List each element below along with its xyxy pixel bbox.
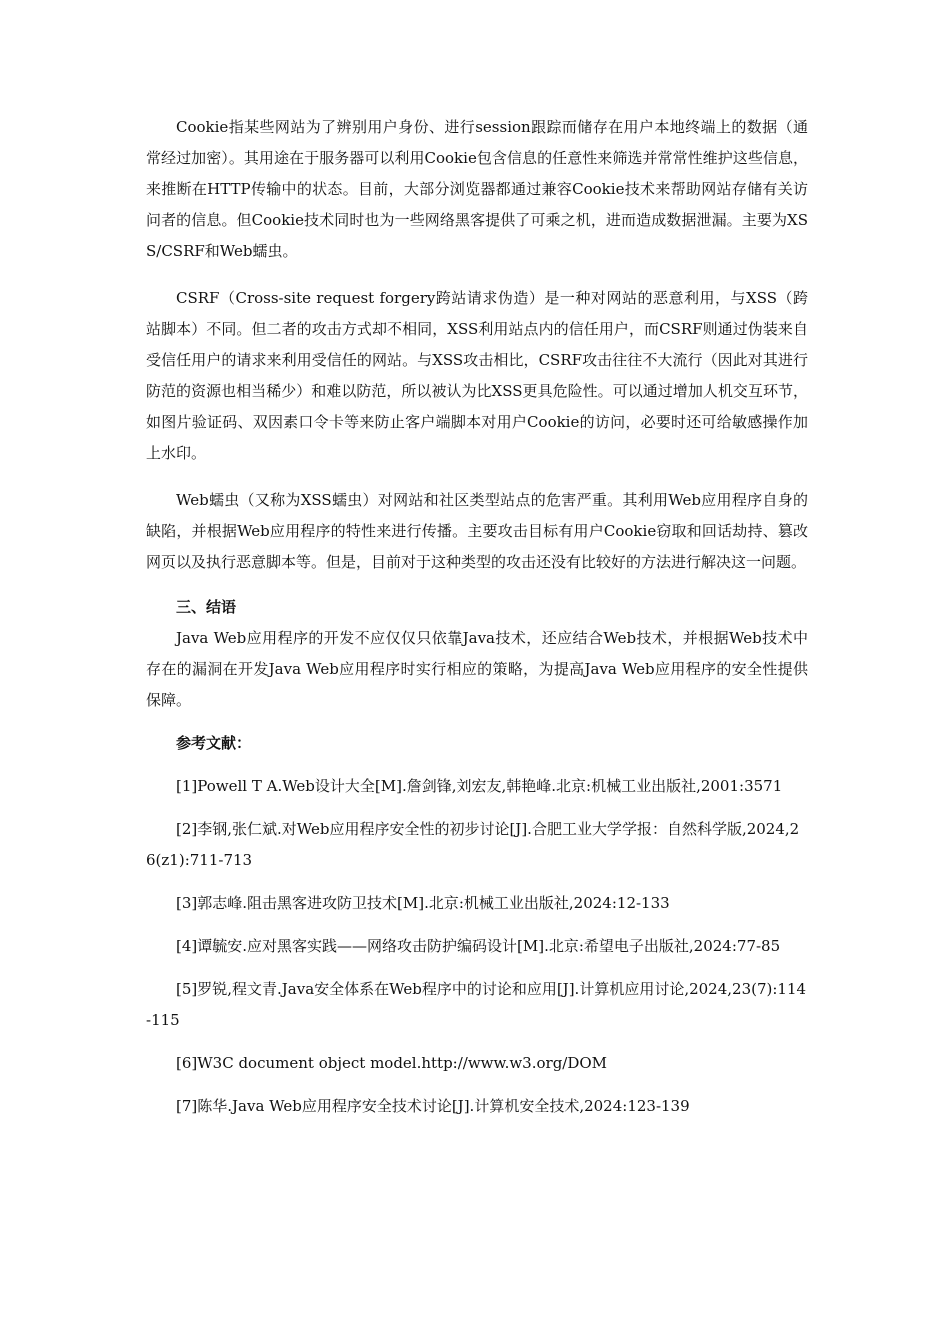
reference-item: [7]陈华.Java Web应用程序安全技术讨论[J].计算机安全技术,2024:123-139 [176, 1097, 690, 1115]
document-page [146, 112, 808, 1122]
reference-item: [6]W3C document object model.http://www.w3.org/DOM [176, 1054, 608, 1072]
reference-item: [4]谭毓安.应对黑客实践——网络攻击防护编码设计[M].北京:希望电子出版社,2024:77-85 [176, 937, 781, 955]
reference-item: [3]郭志峰.阻击黑客进攻防卫技术[M].北京:机械工业出版社,2024:12-133 [176, 894, 670, 912]
reference-item: [1]Powell T A.Web设计大全[M].詹剑锋,刘宏友,韩艳峰.北京:机械工业出版社,2001:3571 [176, 777, 783, 795]
paragraph-cookie: Cookie指某些网站为了辨别用户身份、进行session跟踪而储存在用户本地终端上的数据（通常经过加密）。其用途在于服务器可以利用Cookie包含信息的任意性来筛选并常常性维护这些信息，来推断在HTTP传输中的状态。目前，大部分浏览器都通过兼容Cookie技术来帮助网站存储有关访问者的信息。但Cookie技术同时也为一些网络黑客提供了可乘之机，进而造成数据泄漏。主要为XSS/CSRF和Web蠕虫。 [146, 118, 808, 260]
paragraph-csrf: CSRF（Cross-site request forgery跨站请求伪造）是一种对网站的恶意利用，与XSS（跨站脚本）不同。但二者的攻击方式却不相同，XSS利用站点内的信任用户，而CSRF则通过伪装来自受信任用户的请求来利用受信任的网站。与XSS攻击相比，CSRF攻击往往不大流行（因此对其进行防范的资源也相当稀少）和难以防范，所以被认为比XSS更具危险性。可以通过增加人机交互环节，如图片验证码、双因素口令卡等来防止客户端脚本对用户Cookie的访问，必要时还可给敏感操作加上水印。 [146, 289, 808, 462]
reference-item: [2]李钢,张仁斌.对Web应用程序安全性的初步讨论[J].合肥工业大学学报：自然科学版,2024,26(z1):711-713 [146, 820, 800, 869]
reference-item: [5]罗锐,程文青.Java安全体系在Web程序中的讨论和应用[J].计算机应用讨论,2024,23(7):114-115 [146, 980, 807, 1029]
section-heading-conclusion: 三、结语 [176, 598, 237, 616]
references-title: 参考文献： [176, 734, 252, 752]
references-list [146, 771, 808, 1122]
paragraph-web-worm: Web蠕虫（又称为XSS蠕虫）对网站和社区类型站点的危害严重。其利用Web应用程序自身的缺陷，并根据Web应用程序的特性来进行传播。主要攻击目标有用户Cookie窃取和回话劫持、篡改网页以及执行恶意脚本等。但是，目前对于这种类型的攻击还没有比较好的方法进行解决这一问题。 [146, 491, 808, 571]
paragraph-conclusion: Java Web应用程序的开发不应仅仅只依靠Java技术，还应结合Web技术，并根据Web技术中存在的漏洞在开发Java Web应用程序时实行相应的策略，为提高Java Web应用程序的安全性提供保障。 [146, 629, 808, 709]
